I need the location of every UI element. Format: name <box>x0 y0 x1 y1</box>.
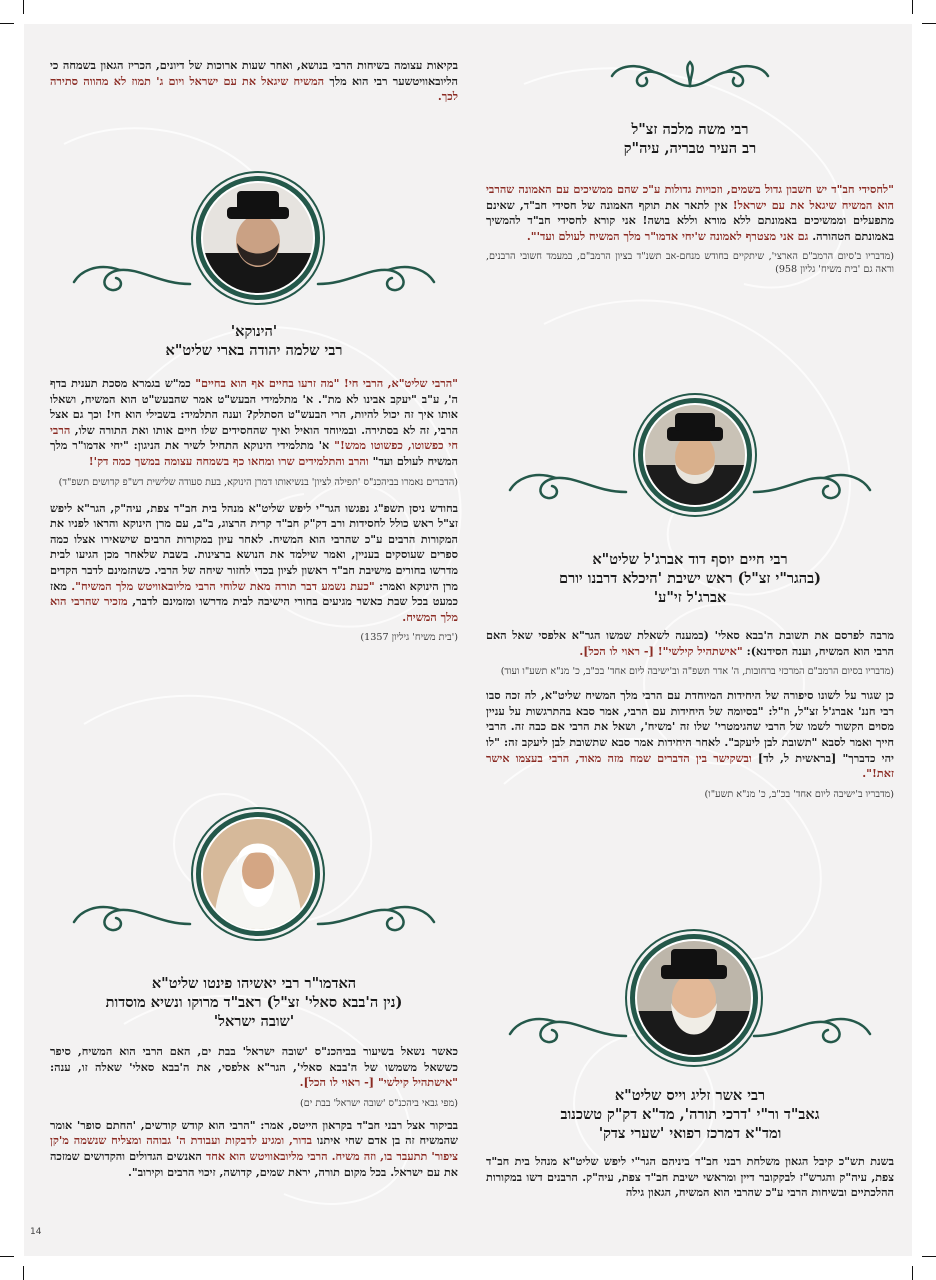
weiss-photo <box>637 941 751 1055</box>
yanuka-quote-e: מזכיר שהרבי הוא מלך המשיח. <box>50 594 458 624</box>
melech-quote-red-end: גם אני מצטרף לאמונה ש'יחי אדמו"ר מלך המשיח לעולם ועד'". <box>526 228 809 243</box>
avraham-source-1: (מדבריו בסיום הרמב"ם המרכזי ברחובות, ה' אדר תשפ"ה וב'ישיבה ליום אחד' בכ"ב, כ' מנ"א תשע"ו ועוד) <box>500 666 894 678</box>
yanuka-quote-d: "כעת נשמע דבר תורה מאת שלוחי הרבי מליובאוויטש מלך המשיח". <box>71 578 375 593</box>
melech-source: (מדבריו ב'סיום הרמב"ם הארצי', שיתקיים בחודש מנחם-אב תשנ"ד בציון הרמב"ם, במעמד חשובי הרבנים, וראה גם 'בית משיח' גליון 958) <box>486 251 894 276</box>
avraham-role-2: אברג'ל זי"ע' <box>653 589 727 606</box>
yanuka-name-1: 'הינוקא' <box>230 323 278 340</box>
pinto-photo <box>203 819 313 929</box>
top-left-red: המשיח שיגאל את עם ישראל ויום ג' תמוז לא מהווה סתירה לכך. <box>50 73 458 104</box>
pinto-name-2: (נין ה'בבא סאלי' זצ"ל) ראב"ד מרוקו ונשיא מוסדות <box>105 994 403 1011</box>
yanuka-para-1b: א' מתלמידי הינוקא התחיל לשיר את הניגון: "יחי אדמו"ר מלך המשיח לעולם ועד" <box>50 438 458 468</box>
top-left-text: בקיאות עצומה בשיחות הרבי בנושא, ואחר שעות ארוכות של דיונים, הכריז הגאון בשמחה כי הליובאוויטשער רבי הוא מלך <box>50 58 458 88</box>
weiss-role-2: ומד"א דמרכז רפואי 'שערי צדק' <box>598 1125 782 1142</box>
avraham-source-2: (מדבריו ב'ישיבה ליום אחד' בכ"ב, כ' מנ"א תשע"ו) <box>704 788 894 800</box>
crop-mark <box>0 1256 14 1257</box>
yanuka-source-2: ('בית משיח' גיליון 1357) <box>360 632 458 644</box>
melech-quote-text: אין לתאר את תוקף האמונה של חסידי חב"ד, שאינם מתפעלים וממשיכים באמונתם ללא מורא וללא בושה! אני קורא לחסידי חב"ד להמשיך באמונתם הטהורה. <box>486 197 894 243</box>
page-number: 14 <box>30 1227 42 1237</box>
crop-mark <box>0 23 14 24</box>
yanuka-portrait <box>50 172 458 312</box>
weiss-title <box>486 1086 894 1143</box>
avraham-name: רבי חיים יוסף דוד אברג'ל שליט"א <box>592 551 788 568</box>
pinto-title <box>50 974 458 1031</box>
crop-mark <box>922 23 936 24</box>
avraham-quote-2: ובשקישר בין הדברים שמח מזה מאוד, הרבי בעצמו אישר זאת!". <box>486 750 894 781</box>
yanuka-name-2: רבי שלמה יהודה בארי שליט"א <box>165 342 343 359</box>
yanuka-para-2: בחודש ניסן תשפ"ג נפגשו הגר"י ליפש שליט"א מנהל בית חב"ד צפת, עיה"ק, הגר"א ליפש זצ"ל ראש כולל לחסידות ורב דק"ק חב"ד קרית הרצוג, ב"ב, עם מרן הינוקא והראו לפניו את המקורות הרבים ע"כ שהרבי הוא המשיח. לאחר עיון במקורות הרבים שישאירו אצלו כמה ספרים שעוסקים בעניין, ואמר שילמד את הנושא ברצינות. בשבת שלאחר מכן הגיעו לבית מדרשו בחורים מישיבת חב"ד ראשון לציון בכדי לחזור שיחה של הרבי. כשהזמינם לדבר הקדים מרן הינוקא ואמר: <box>50 500 458 593</box>
weiss-name: רבי אשר זליג וייס שליט"א <box>614 1087 766 1104</box>
yanuka-photo <box>203 183 313 293</box>
yanuka-quote-c: והרב והתלמידים שרו ומחאו כף בשמחה עצומה במשך כמה דק'! <box>88 453 369 468</box>
pinto-para-2b: האנשים הגדולים והקדושים שמזכה את עם ישראל. בכל מקום תורה, יראת שמים, קדושה, זיכוי הרבים וקירוב". <box>50 1148 458 1179</box>
pinto-quote-1: "אישתהיל קילשי" [- ראוי לו הכל]. <box>299 1075 458 1090</box>
yanuka-para-2b: מאז כמעט בכל שבת כאשר מגיעים בחורי הישיבה לבית מדרשו ומזמינם לדבר, <box>50 578 458 609</box>
avraham-role-1: (בהגר"י זצ"ל) ראש ישיבת 'היכלא דרבנו יורם <box>559 570 821 587</box>
top-left-block <box>50 58 458 111</box>
avraham-title <box>486 550 894 607</box>
crop-mark <box>912 0 913 14</box>
pinto-name-3: 'שובה ישראל' <box>213 1013 295 1030</box>
yanuka-quote-a: "הרבי שליט"א, הרבי חי! "מה זרעו בחיים אף הוא בחיים" <box>195 376 458 390</box>
weiss-text-block <box>486 1154 894 1207</box>
yanuka-text-block <box>50 376 458 650</box>
pinto-para-2: בביקור אצל רבני חב"ד בקראון הייטס, אמר: "הרבי הוא קודש קודשים, 'החתם סופר' אומר שהמשיח זה בן אדם שחי איתנו <box>50 1117 458 1148</box>
avraham-photo <box>645 405 745 505</box>
pinto-quote-2: בדור, ומגיע לדבקות ועבודת ה' גבוהה ומצליח שנשמה מ'קן ציפור' תתעבר בו, וזה משיח. הרבי מליובאוויטש הוא אחד <box>50 1133 458 1163</box>
crop-mark <box>922 1256 936 1257</box>
weiss-text: בשנת תש"כ קיבל הגאון משלחת רבני חב"ד ביניהם הגר"י ליפש שליט"א מנהל בית חב"ד צפת, עיה"ק והגרש"ז לבקקובר דיין ומראשי ישיבת חב"ד צפת, עיה"ק. הרבנים דשו במקורות ההלכתיים ובשיחות הרבי ע"כ שהרבי הוא המשיח, הגאון גילה <box>486 1154 894 1200</box>
crop-mark <box>912 1266 913 1280</box>
yanuka-quote-b: הרבי חי כפשוטו, כפשוטו ממש!" <box>50 422 458 453</box>
yanuka-source-1: (הדברים נאמרו בביהכנ"ס 'תפילה לציון' בנשיאותו דמרן הינוקא, בעת סעודה שלישית דש"פ קדושים תשפ"ד) <box>58 476 458 488</box>
pinto-name-1: האדמו"ר רבי יאשיהו פינטו שליט"א <box>151 975 357 992</box>
pinto-text-block <box>50 1044 458 1186</box>
magazine-page <box>24 24 912 1256</box>
crop-mark <box>23 1266 24 1280</box>
weiss-role-1: גאב"ד ור"י 'דרכי תורה', מד"א דק"ק טשכנוב <box>560 1106 820 1123</box>
yanuka-para-1: כמ"ש בגמרא מסכת תענית בדף ה', ע"ב "יעקב אבינו לא מת". א' מתלמידי הבעש"ט אמר שהבעש"ט הוא המשיח, ושאלו אותו איך זה יכול להיות, הרי הבעש"ט הסתלק? וענה התלמיד: בשבילי הוא חי! וכך גם אצל הרבי, זה לא בסתירה. ובמיוחד הואיל ואיך שהחסידים שלו חיים אותו ואת התורה שלו, <box>50 376 458 437</box>
avraham-para-2: כן שגור על לשונו סיפורה של היחידות המיוחדת עם הרבי מלך המשיח שליט"א, לה זכה סבו רבי חננ' אברג'ל זצ"ל, וז"ל: "בסיומה של היחידות עם הרבי, אמר סבא בהתרגשות על עניין מסוים הקשור לשמו של הרבי שהגימטרי' שלו זה 'משיח', ושאל את הרבי אם כבה זה. הרבי חייך ואמר לסבא "תשובת לבן ליעקב". לאחר היחידות אמר סבא שתשובת לבן ליעקב זה: "לו יהי כדברך" [בראשית ל, לד] <box>486 688 894 765</box>
pinto-source-1: (מפי גבאי ביהכנ"ס 'שובה ישראל' בבת ים) <box>300 1097 458 1109</box>
yanuka-title <box>50 322 458 360</box>
melech-title <box>486 120 894 158</box>
weiss-portrait <box>486 928 894 1068</box>
avraham-portrait <box>486 396 894 526</box>
avraham-para-1: מרבה לפרסם את תשובת ה'בבא סאלי' (במענה לשאלת שמשו הגר"א אלפסי שאל האם הרבי הוא המשיח, וענה הסידנא): <box>486 628 894 658</box>
avraham-quote-1: "אישתהיל קילשי"! [- ראוי לו הכל]. <box>579 643 743 658</box>
flourish-ornament-icon <box>606 56 774 94</box>
melech-role: רב העיר טבריה, עיה"ק <box>623 140 757 157</box>
melech-quote-block <box>486 182 894 282</box>
pinto-portrait <box>50 802 458 952</box>
crop-mark <box>23 0 24 14</box>
melech-quote-red: "לחסידי חב"ד יש חשבון גדול בשמים, וזכויות גדולות ע"כ שהם ממשיכים עם האמונה שהרבי הוא המשיח שיגאל את עם ישראל! <box>486 182 894 212</box>
pinto-para-1: כאשר נשאל בשיעור בביהכנ"ס 'שובה ישראל' בבת ים, האם הרבי הוא המשיח, סיפר כששאל משמשו של ה'בבא סאלי', הגר"א אלפסי, את ה'בבא סאלי' שאלה זו, ענה: <box>50 1044 458 1074</box>
avraham-text-block <box>486 628 894 807</box>
melech-name: רבי משה מלכה זצ"ל <box>631 121 749 138</box>
